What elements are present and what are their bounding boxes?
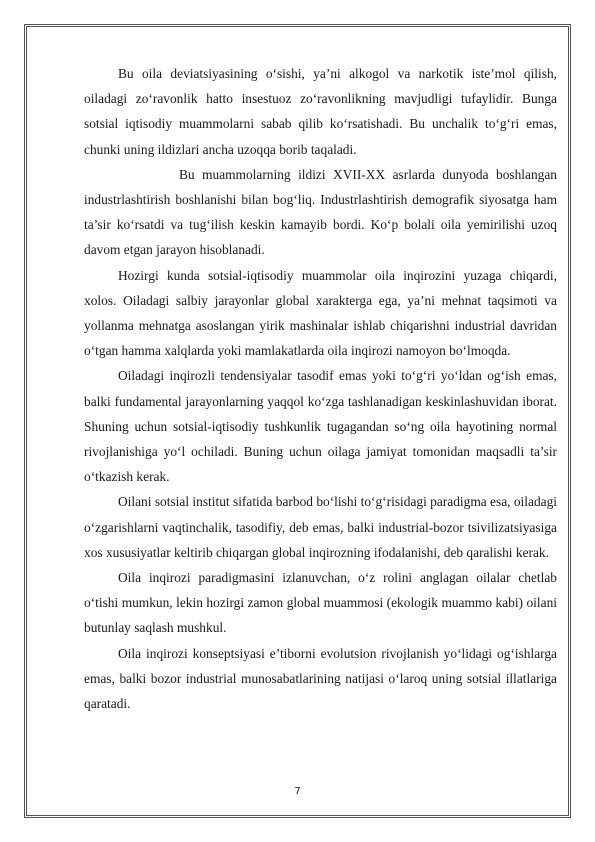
paragraph-3: Hozirgi kunda sotsial-iqtisodiy muammolar oila inqirozini yuzaga chiqardi, xolos. Oiladagi salbiy jarayonlar global xarakterga ega, ya’ni mehnat taqsimoti va yollanma mehnatga asoslangan yirik mashinalar ishlab chiqarishni industrial davridan o‘tgan hamma xalqlarda yoki mamlakatlarda oila inqirozi namoyon bo‘lmoqda.	[84, 267, 557, 359]
paragraph-4: Oiladagi inqirozli tendensiyalar tasodif emas yoki to‘g‘ri yo‘ldan og‘ish emas, balki fundamental jarayonlarning yaqqol ko‘zga tashlanadigan keskinlashuvidan iborat. Shuning uchun sotsial-iqtisodiy tushkunlik tugagandan so‘ng oila hayotining normal rivojlanishiga yo‘l ochiladi. Buning uchun oilaga jamiyat tomonidan maqsadli ta’sir o‘tkazish kerak.	[84, 368, 557, 485]
paragraph-1: Bu oila deviatsiyasining o‘sishi, ya’ni alkogol va narkotik iste’mol qilish, oiladagi zo‘ravonlik hatto insestuoz zo‘ravonlikning mavjudligi tufaylidir. Bunga sotsial iqtisodiy muammolarni sabab qilib ko‘rsatishadi. Bu unchalik to‘g‘ri emas, chunki uning ildizlari ancha uzoqqa borib taqaladi.	[84, 66, 557, 157]
document-body	[84, 61, 557, 716]
paragraph-2: Bu muammolarning ildizi XVII-XX asrlarda dunyoda boshlangan industrlashtirish boshlanishi bilan bog‘liq. Industrlashtirish demografik siyosatga ham ta’sir ko‘rsatdi va tug‘ilish keskin kamayib bordi. Ko‘p bolali oila yemirilishi uzoq davom etgan jarayon hisoblanadi.	[84, 166, 557, 258]
page-number: 7	[294, 786, 301, 797]
paragraph-6: Oila inqirozi paradigmasini izlanuvchan, o‘z rolini anglagan oilalar chetlab o‘tishi mumkun, lekin hozirgi zamon global muammosi (ekologik muammo kabi) oilani butunlay saqlash mushkul.	[84, 570, 557, 636]
paragraph-7: Oila inqirozi konseptsiyasi e’tiborni evolutsion rivojlanish yo‘lidagi og‘ishlarga emas, balki bozor industrial munosabatlarining natijasi o‘laroq uning sotsial illatlariga qaratadi.	[84, 645, 557, 712]
paragraph-5: Oilani sotsial institut sifatida barbod bo‘lishi to‘g‘risidagi paradigma esa, oiladagi o‘zgarishlarni vaqtinchalik, tasodifiy, deb emas, balki industrial-bozor tsivilizatsiyasiga xos xususiyatlar keltirib chiqargan global inqirozning ifodalanishi, deb qaralishi kerak.	[84, 494, 557, 560]
